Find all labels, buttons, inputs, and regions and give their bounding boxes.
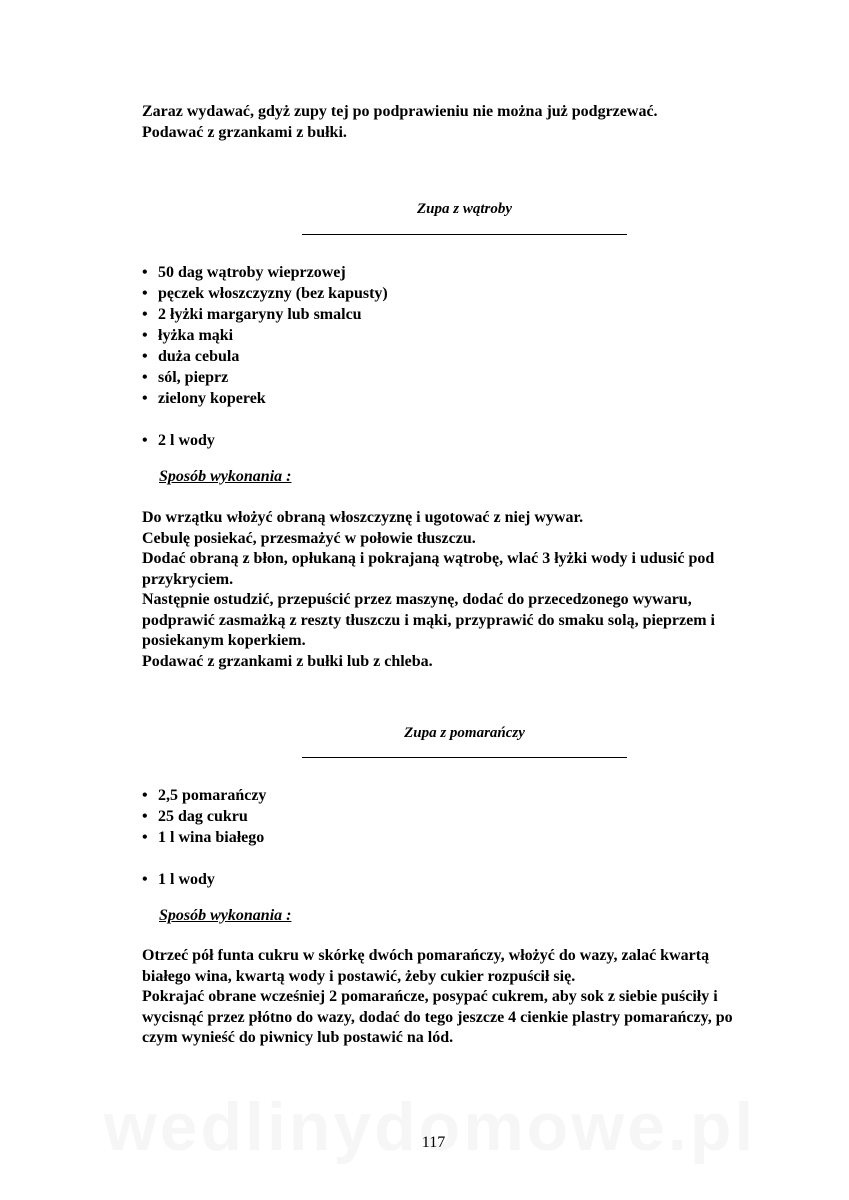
ingredient-item: • duża cebula — [142, 346, 388, 367]
method-heading: Sposób wykonania : — [159, 907, 292, 924]
ingredient-item: • zielony koperek — [142, 388, 388, 409]
method-line: Dodać obraną z błon, opłukaną i pokrajaną wątrobę, wlać 3 łyżki wody i udusić pod — [142, 550, 715, 567]
method-line: Podawać z grzankami z bułki lub z chleba. — [142, 652, 433, 670]
method-line: Do wrzątku włożyć obraną włoszczyznę i ugotować z niej wywar. — [142, 509, 584, 526]
ingredient-list — [142, 785, 266, 890]
method-text — [142, 946, 782, 1049]
method-line: Otrzeć pół funta cukru w skórkę dwóch pomarańczy, włożyć do wazy, zalać kwartą — [142, 947, 710, 964]
method-line: Następnie ostudzić, przepuścić przez maszynę, dodać do przecedzonego wywaru, — [142, 591, 692, 608]
ingredient-item: • 2 l wody — [142, 430, 388, 451]
method-heading: Sposób wykonania : — [159, 468, 292, 485]
recipe-title: Zupa z pomarańczy — [404, 725, 525, 741]
title-divider — [302, 757, 627, 758]
page-number: 117 — [421, 1134, 446, 1151]
ingredient-item: • łyżka mąki — [142, 325, 388, 346]
method-line: podprawić zasmażką z reszty tłuszczu i mąki, przyprawić do smaku solą, pieprzem i — [142, 611, 715, 629]
ingredient-item: • pęczek włoszczyzny (bez kapusty) — [142, 283, 388, 304]
watermark — [100, 1088, 760, 1166]
method-line: posiekanym koperkiem. — [142, 632, 306, 649]
ingredient-item: • 2 łyżki margaryny lub smalcu — [142, 304, 388, 325]
method-line: Pokrajać obrane wcześniej 2 pomarańcze, posypać cukrem, aby sok z siebie puściły i — [142, 988, 718, 1005]
ingredient-item: • 25 dag cukru — [142, 806, 266, 827]
intro-text — [142, 101, 658, 143]
method-line: wycisnąć przez płótno do wazy, dodać do tego jeszcze 4 cienkie plastry pomarańczy, po — [142, 1008, 733, 1026]
method-line: czym wynieść do piwnicy lub postawić na lód. — [142, 1029, 454, 1046]
method-line: Cebulę posiekać, przesmażyć w połowie tłuszczu. — [142, 529, 476, 547]
ingredient-item: • 50 dag wątroby wieprzowej — [142, 262, 388, 283]
ingredient-item: • 1 l wina białego — [142, 827, 266, 848]
recipe-title: Zupa z wątroby — [416, 201, 512, 217]
intro-line: Zaraz wydawać, gdyż zupy tej po podprawieniu nie można już podgrzewać. — [142, 103, 658, 120]
ingredient-item: • 2,5 pomarańczy — [142, 785, 266, 806]
ingredient-list — [142, 262, 388, 451]
method-line: białego wina, kwartą wody i postawić, żeby cukier rozpuścił się. — [142, 967, 576, 985]
method-line: przykryciem. — [142, 570, 234, 588]
method-text — [142, 508, 782, 672]
title-divider — [302, 234, 627, 235]
intro-line: Podawać z grzankami z bułki. — [142, 124, 347, 141]
ingredient-item: • sól, pieprz — [142, 367, 388, 388]
ingredient-item: • 1 l wody — [142, 869, 266, 890]
